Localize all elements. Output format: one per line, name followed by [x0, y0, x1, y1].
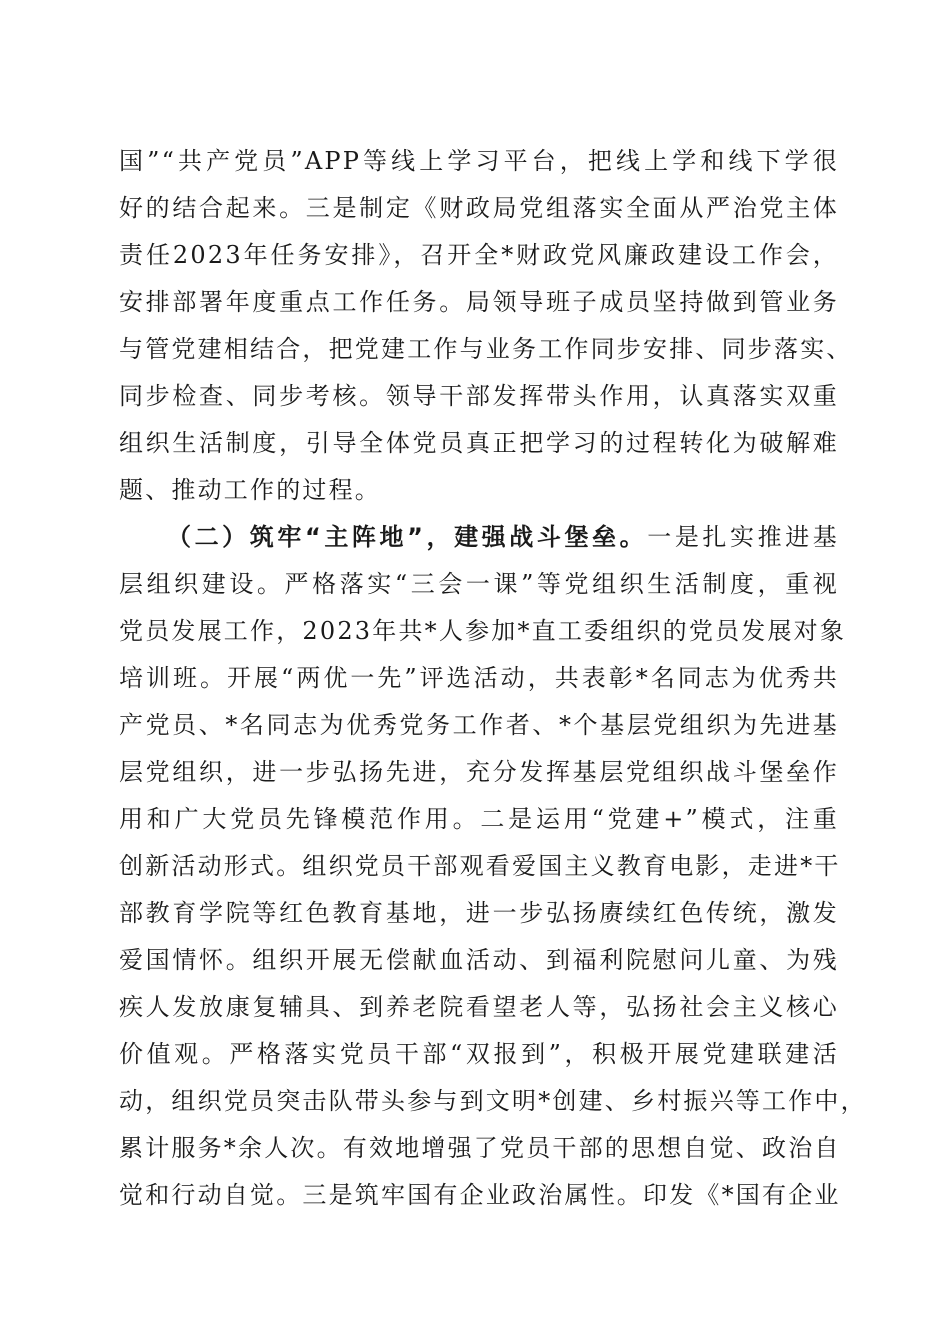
section-heading-line — [119, 521, 839, 553]
text-line: 用和广大党员先锋模范作用。二是运用“党建+”模式，注重 — [119, 805, 839, 833]
text-line: 觉和行动自觉。三是筑牢国有企业政治属性。印发《*国有企业 — [119, 1181, 841, 1209]
text-line: 同步检查、同步考核。领导干部发挥带头作用，认真落实双重 — [119, 382, 839, 410]
text-line: 累计服务*余人次。有效地增强了党员干部的思想自觉、政治自 — [119, 1134, 841, 1162]
text-line: 国”“共产党员”APP等线上学习平台，把线上学和线下学很 — [119, 147, 839, 175]
text-line: 题、推动工作的过程。 — [119, 476, 381, 504]
text-line: 安排部署年度重点工作任务。局领导班子成员坚持做到管业务 — [119, 288, 839, 316]
text-line: 部教育学院等红色教育基地，进一步弘扬赓续红色传统，激发 — [119, 899, 839, 927]
text-line: 培训班。开展“两优一先”评选活动，共表彰*名同志为优秀共 — [119, 664, 839, 692]
section-heading: （二）筑牢“主阵地”，建强战斗堡垒。 — [167, 523, 648, 551]
text-line: 与管党建相结合，把党建工作与业务工作同步安排、同步落实、 — [119, 335, 853, 363]
text-line: 组织生活制度，引导全体党员真正把学习的过程转化为破解难 — [119, 429, 839, 457]
text-line: 价值观。严格落实党员干部“双报到”，积极开展党建联建活 — [119, 1040, 839, 1068]
text-run: 一是扎实推进基 — [647, 523, 839, 551]
text-line: 疾人发放康复辅具、到养老院看望老人等，弘扬社会主义核心 — [119, 993, 839, 1021]
text-line: 动，组织党员突击队带头参与到文明*创建、乡村振兴等工作中， — [119, 1087, 867, 1115]
text-line: 创新活动形式。组织党员干部观看爱国主义教育电影，走进*干 — [119, 852, 841, 880]
text-line: 层组织建设。严格落实“三会一课”等党组织生活制度，重视 — [119, 570, 839, 598]
text-line: 好的结合起来。三是制定《财政局党组落实全面从严治党主体 — [119, 194, 839, 222]
text-line: 党员发展工作，2023年共*人参加*直工委组织的党员发展对象 — [119, 617, 847, 645]
text-line: 产党员、*名同志为优秀党务工作者、*个基层党组织为先进基 — [119, 711, 839, 739]
text-line: 责任2023年任务安排》，召开全*财政党风廉政建设工作会， — [119, 241, 839, 269]
text-line: 层党组织，进一步弘扬先进，充分发挥基层党组织战斗堡垒作 — [119, 758, 839, 786]
text-line: 爱国情怀。组织开展无偿献血活动、到福利院慰问儿童、为残 — [119, 946, 839, 974]
